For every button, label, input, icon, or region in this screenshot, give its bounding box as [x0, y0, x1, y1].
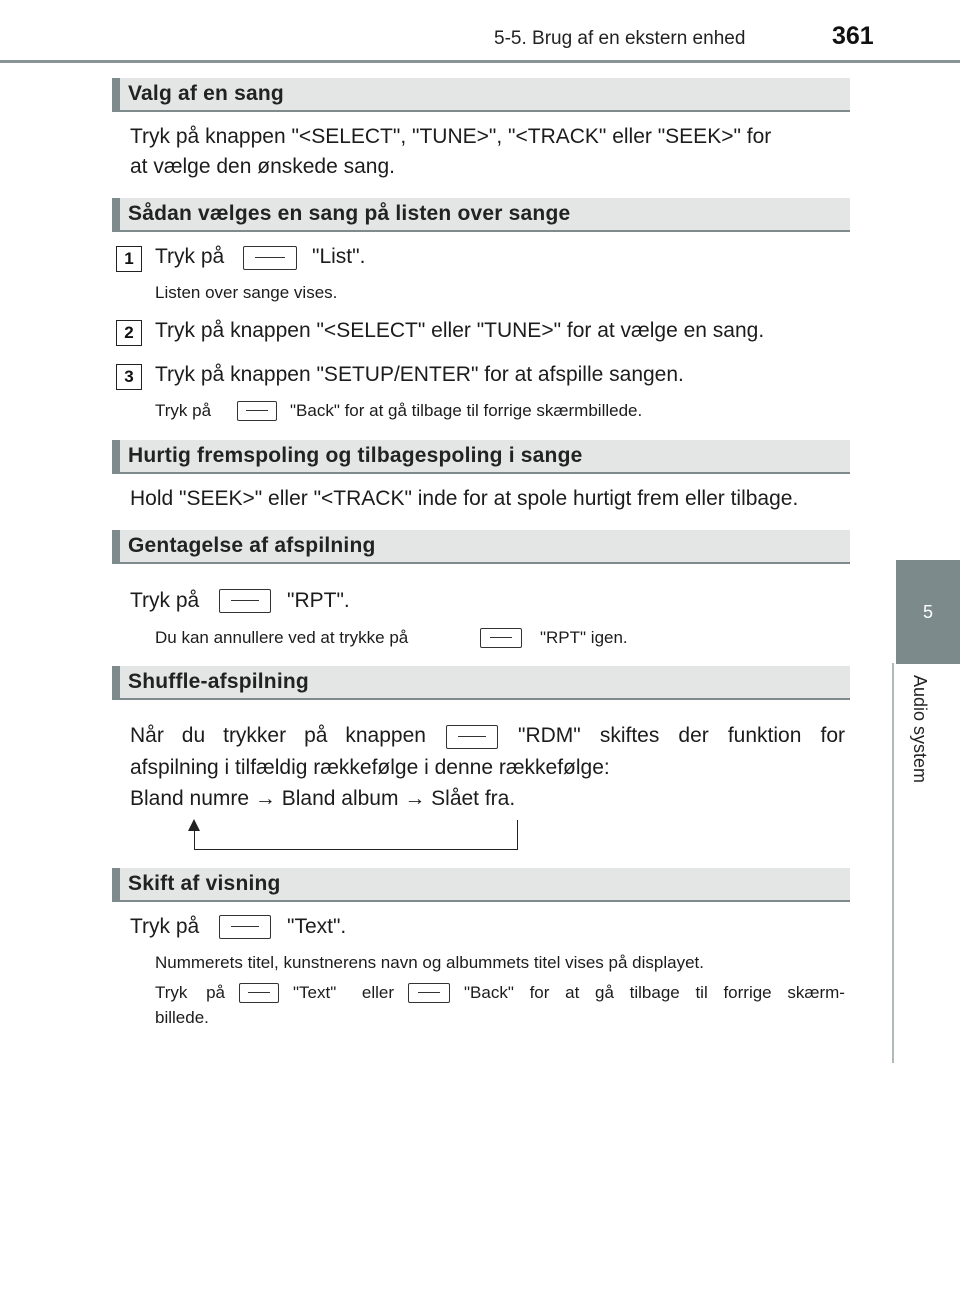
shuffle-line2: afspilning i tilfældig rækkefølge i denne rækkefølge:: [130, 756, 610, 779]
shuffle-line1-end: [518, 720, 845, 752]
word: funktion: [727, 724, 802, 747]
page-number: 361: [832, 22, 874, 50]
step-number-3: 3: [116, 364, 142, 390]
repeat-note-post: "RPT" igen.: [540, 628, 628, 647]
text-button-icon-small: [239, 983, 279, 1003]
chapter-title: 5-5. Brug af en ekstern enhed: [494, 28, 746, 49]
section-title: Shuffle-afspilning: [128, 670, 309, 693]
word: på: [206, 983, 225, 1002]
rdm-button-icon: [446, 725, 498, 749]
section-title: Gentagelse af afspilning: [128, 534, 376, 557]
loop-arrow-right: [517, 820, 518, 850]
word: der: [678, 724, 709, 747]
section-title: Skift af visning: [128, 872, 281, 895]
section-title: Hurtig fremspoling og tilbagespoling i sange: [128, 444, 583, 467]
chapter-tab-number: 5: [922, 601, 933, 622]
loop-arrow-left: [194, 828, 195, 850]
step-3-text: Tryk på knappen "SETUP/ENTER" for at afspille sangen.: [155, 363, 684, 386]
list-button-icon: [243, 246, 297, 270]
step-number-2: 2: [116, 320, 142, 346]
back-button-icon: [237, 401, 277, 421]
rpt-button-icon: [219, 589, 271, 613]
step-number-1: 1: [116, 246, 142, 272]
word: gå: [595, 983, 614, 1002]
paragraph-valg-line2: at vælge den ønskede sang.: [130, 155, 396, 178]
word: skiftes: [599, 724, 660, 747]
shuffle-line3: Bland numre → Bland album → Slået fra.: [130, 787, 516, 810]
arrow-up-icon: [188, 819, 200, 831]
repeat-note-pre: Du kan annullere ved at trykke på: [155, 628, 409, 647]
section-header-hurtig: [112, 440, 850, 474]
word: til: [695, 983, 708, 1002]
word: eller: [361, 983, 394, 1002]
section-title: Valg af en sang: [128, 82, 284, 105]
word: forrige: [723, 983, 772, 1002]
text-button-icon: [219, 915, 271, 939]
chapter-tab-label: Audio system: [910, 675, 930, 784]
loop-arrow-bottom: [194, 849, 518, 850]
section-header-valg: [112, 78, 850, 112]
section-title: Sådan vælges en sang på listen over sange: [128, 202, 571, 225]
word: "RDM": [518, 724, 581, 747]
word: Tryk: [155, 983, 188, 1002]
display-note2-end: [464, 981, 845, 1005]
display-text-post: "Text".: [287, 915, 347, 938]
section-header-liste: [112, 198, 850, 232]
back-button-icon-small: [408, 983, 450, 1003]
word: skærm-: [787, 983, 845, 1002]
chapter-tab: [896, 560, 960, 664]
word: "Text": [293, 983, 337, 1002]
word: knappen: [345, 724, 426, 747]
header-rule: [0, 60, 960, 63]
display-note2-line2: billede.: [155, 1008, 209, 1027]
note-back-post: "Back" for at gå tilbage til forrige skærmbillede.: [290, 401, 643, 420]
word: tilbage: [629, 983, 680, 1002]
word: Når: [130, 724, 164, 747]
word: du: [181, 724, 206, 747]
word: at: [565, 983, 580, 1002]
section-header-gentagelse: [112, 530, 850, 564]
display-note1: Nummerets titel, kunstnerens navn og albummets titel vises på displayet.: [155, 953, 704, 972]
rpt-button-icon-small: [480, 628, 522, 648]
step-1-text-post: "List".: [312, 245, 366, 268]
paragraph-hurtig: Hold "SEEK>" eller "<TRACK" inde for at spole hurtigt frem eller tilbage.: [130, 487, 799, 510]
display-note2-start: [155, 981, 225, 1005]
section-header-shuffle: [112, 666, 850, 700]
word: for: [529, 983, 550, 1002]
display-note2-mid: [293, 981, 394, 1005]
display-text-pre: Tryk på: [130, 915, 200, 938]
section-header-visning: [112, 868, 850, 902]
paragraph-valg-line1: Tryk på knappen "<SELECT", "TUNE>", "<TRACK" eller "SEEK>" for: [130, 125, 772, 148]
step-1-text-pre: Tryk på: [155, 245, 225, 268]
note-list-shown: Listen over sange vises.: [155, 283, 338, 302]
side-divider: [892, 663, 894, 1063]
note-back-pre: Tryk på: [155, 401, 212, 420]
word: for: [820, 724, 845, 747]
word: "Back": [464, 983, 514, 1002]
repeat-text-post: "RPT".: [287, 589, 350, 612]
shuffle-line1-start: [130, 720, 426, 752]
word: trykker: [223, 724, 287, 747]
step-2-text: Tryk på knappen "<SELECT" eller "TUNE>" for at vælge en sang.: [155, 319, 765, 342]
word: på: [304, 724, 328, 747]
repeat-text-pre: Tryk på: [130, 589, 200, 612]
